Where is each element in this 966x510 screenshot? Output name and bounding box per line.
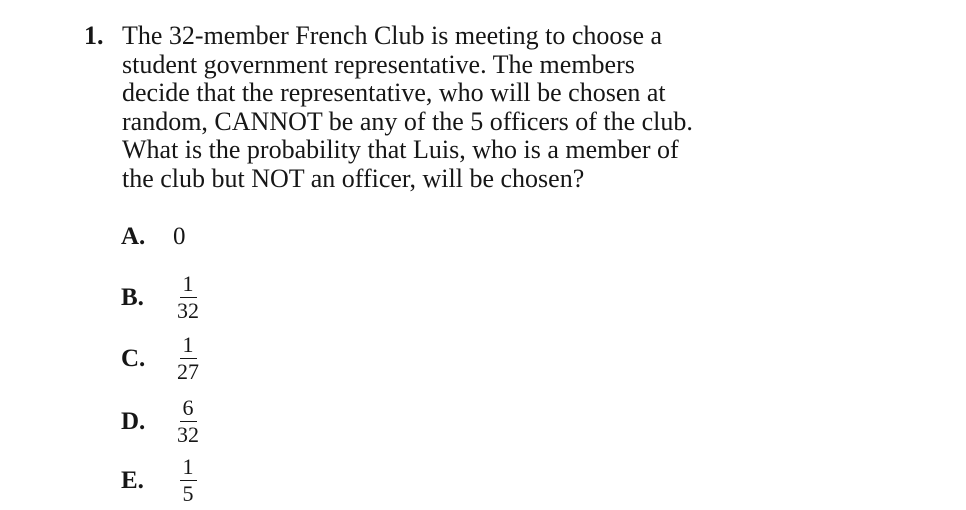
choice-value: 0	[173, 222, 186, 250]
fraction-numerator: 1	[180, 456, 197, 481]
choice-letter: E.	[121, 466, 144, 494]
choice-fraction	[173, 331, 203, 384]
choice-fraction	[173, 270, 203, 323]
choice-letter: D.	[121, 407, 146, 435]
fraction-numerator: 1	[180, 273, 197, 298]
question-line: The 32-member French Club is meeting to choose a	[122, 21, 663, 50]
fraction-denominator: 32	[177, 297, 199, 323]
answer-choice-a[interactable]	[121, 206, 186, 266]
question-line: random, CANNOT be any of the 5 officers of the club.	[122, 106, 693, 136]
choice-fraction	[173, 453, 203, 506]
answer-choice-d[interactable]	[121, 391, 203, 451]
fraction-denominator: 5	[182, 480, 194, 506]
question-line: decide that the representative, who will be chosen at	[122, 78, 666, 108]
question-line: student government representative. The members	[122, 49, 635, 79]
fraction-numerator: 1	[180, 334, 197, 359]
choice-letter: A.	[121, 222, 146, 250]
question-number: 1.	[84, 21, 104, 50]
choice-fraction	[173, 394, 203, 447]
choice-letter: C.	[121, 344, 146, 372]
fraction-numerator: 6	[180, 397, 197, 422]
answer-choice-c[interactable]	[121, 328, 203, 388]
choice-letter: B.	[121, 283, 144, 311]
question-line: What is the probability that Luis, who is a member of	[122, 135, 679, 165]
answer-choice-b[interactable]	[121, 267, 203, 327]
question-stem	[122, 22, 784, 194]
question-line: the club but NOT an officer, will be chosen?	[122, 163, 585, 193]
fraction-denominator: 27	[177, 358, 199, 384]
answer-choice-e[interactable]	[121, 450, 203, 510]
fraction-denominator: 32	[177, 421, 199, 447]
